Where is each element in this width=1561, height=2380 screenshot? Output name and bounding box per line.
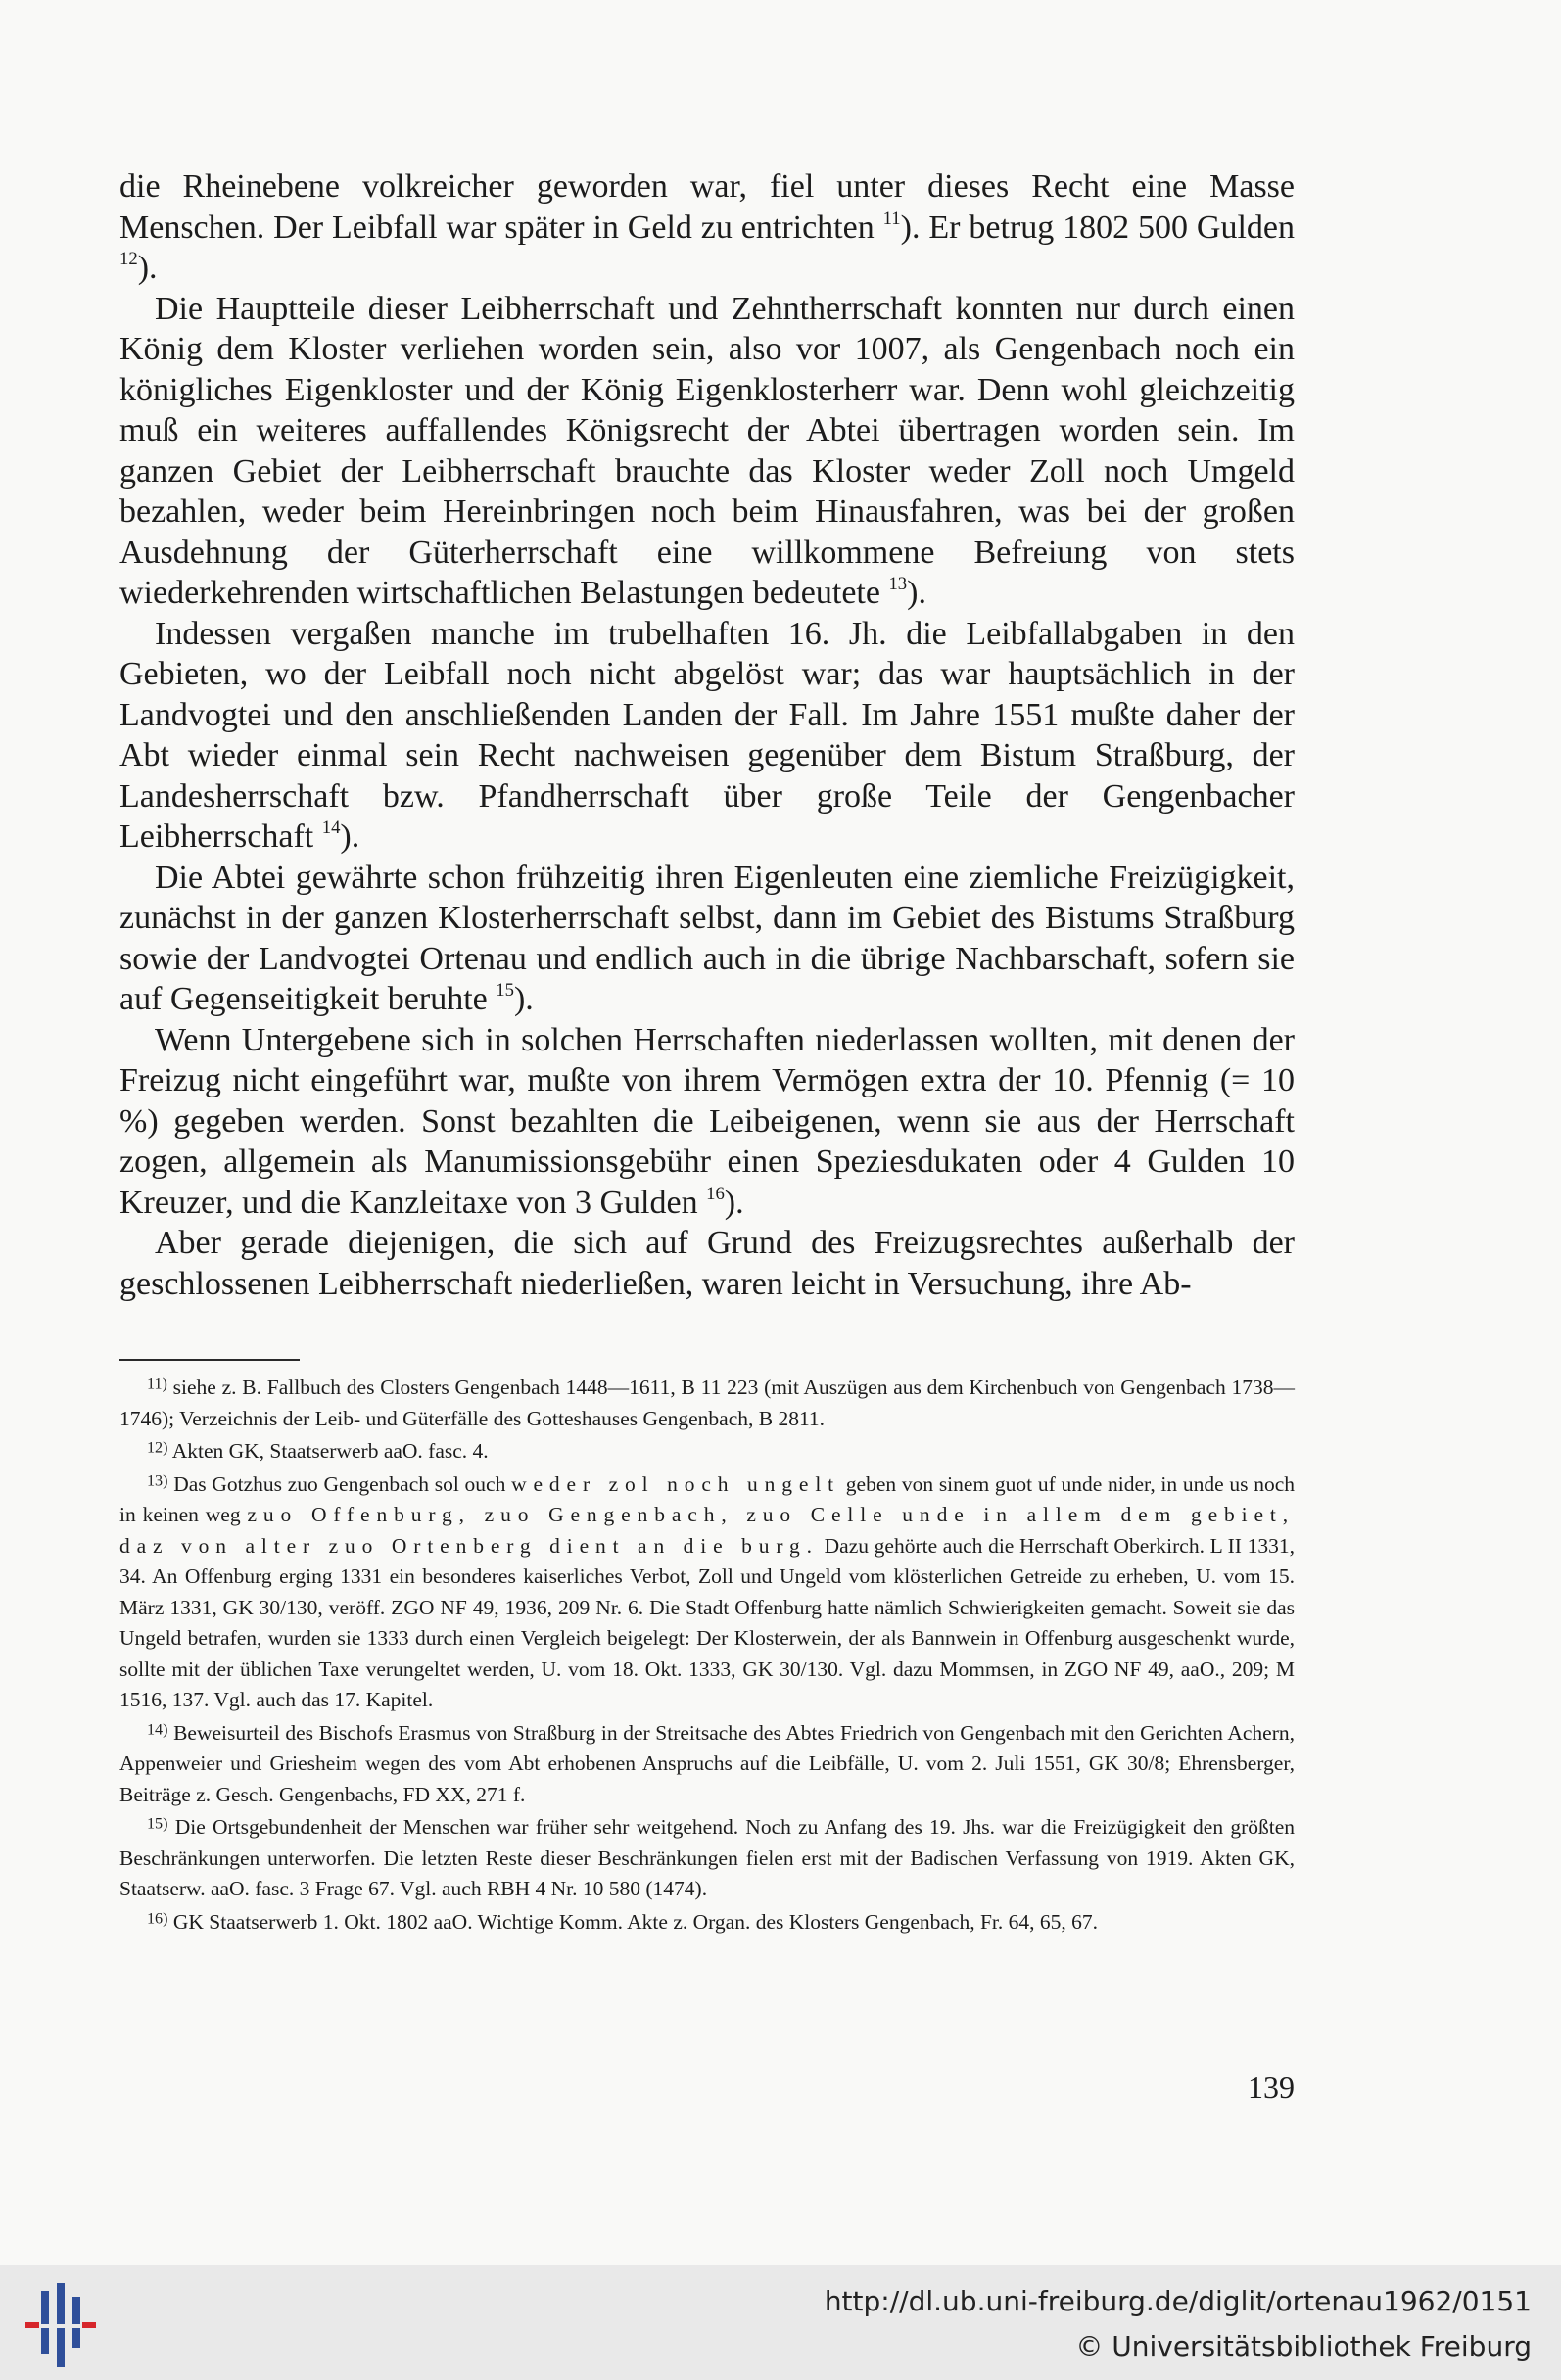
logo-bar-center-bottom (57, 2328, 65, 2367)
logo-bar-right (72, 2297, 80, 2324)
copyright-notice: © Universitätsbibliothek Freiburg (1075, 2330, 1532, 2362)
paragraph-5: Wenn Untergebene sich in solchen Herrschaften niederlassen wollten, mit denen der Freizug nicht eingeführt war, mußte von ihrem Vermögen extra der 10. Pfennig (= 10 %) gegeben werden. Sonst bezahlten die Leibeigenen, wenn sie aus der Herrschaft zogen, allgemein als Manumissionsgebühr einen Speziesdukaten oder 4 Gulden 10 Kreuzer, und die Kanzleitaxe von 3 Gulden $^{16}$). (119, 1021, 1295, 1221)
viewer-footer (0, 2265, 1561, 2380)
logo-dash-left (25, 2322, 39, 2328)
logo-bar-left (41, 2291, 49, 2324)
paragraph-6: Aber gerade diejenigen, die sich auf Grund des Freizugsrechtes außerhalb der geschlossenen Leibherrschaft niederließen, waren leicht in Versuchung, ihre Ab- (119, 1225, 1295, 1302)
footnote-ref-12: 12 (119, 248, 138, 269)
logo-bar-bottom-right (72, 2328, 80, 2348)
logo-bar-bottom-left (41, 2328, 49, 2354)
logo-dash-right (82, 2322, 96, 2328)
footnotes (119, 1373, 1295, 1939)
footnote-13: $^{13)}$ Das Gotzhus zuo Gengenbach sol ouch weder zol noch ungelt geben von sinem guot uf unde nider, in unde us noch in keinen weg zuo Offenburg, zuo Gengenbach, zuo Celle unde in allem dem gebiet, daz von alter zuo Ortenberg dient an die burg. Dazu gehörte auch die Herrschaft Oberkirch. L II 1331, 34. An Offenburg erging 1331 ein besonderes kaiserliches Verbot, Zoll und Ungeld vom klösterlichen Getreide zu erheben, U. vom 15. März 1331, GK 30/130, veröff. ZGO NF 49, 1936, 209 Nr. 6. Die Stadt Offenburg hatte nämlich Schwierigkeiten gemacht. Soweit sie das Ungeld betrafen, wurden sie 1333 durch einen Vergleich beigelegt: Der Klosterwein, der als Bannwein in Offenburg ausgeschenkt wurde, sollte mit der üblichen Taxe verungeltet werden, U. vom 18. Okt. 1333, GK 30/130. Vgl. dazu Mommsen, in ZGO NF 49, aaO., 209; M 1516, 137. Vgl. auch das 17. Kapitel. (119, 1471, 1296, 1711)
footnote-ref-11: 11 (882, 208, 901, 229)
footnote-ref-15: 15 (496, 979, 514, 1001)
footnote-ref-13: 13 (888, 573, 908, 594)
footnote-ref-16: 16 (706, 1183, 725, 1204)
footnote-divider (119, 1359, 300, 1361)
main-text (119, 166, 1295, 1304)
footnote-14: $^{14)}$ Beweisurteil des Bischofs Erasmus von Straßburg in der Streitsache des Abtes Friedrich von Gengenbach mit den Gerichten Achern, Appenweier und Griesheim wegen des vom Abt erhobenen Anspruchs auf die Leibfälle, U. vom 2. Juli 1551, GK 30/8; Ehrensberger, Beiträge z. Gesch. Gengenbachs, FD XX, 271 f. (119, 1720, 1295, 1806)
paragraph-2: Die Hauptteile dieser Leibherrschaft und Zehntherrschaft konnten nur durch einen König dem Kloster verliehen worden sein, also vor 1007, als Gengenbach noch ein königliches Eigenkloster und der König Eigenklosterherr war. Denn wohl gleichzeitig muß ein weiteres auffallendes Königsrecht der Abtei übertragen worden sein. Im ganzen Gebiet der Leibherrschaft brauchte das Kloster weder Zoll noch Umgeld bezahlen, weder beim Hereinbringen noch beim Hinausfahren, was bei der großen Ausdehnung der Güterherrschaft eine willkommene Befreiung von stets wiederkehrenden wirtschaftlichen Belastungen bedeutete $^{13}$). (119, 290, 1295, 611)
document-url-link[interactable]: http://dl.ub.uni-freiburg.de/diglit/ortenau1962/0151 (824, 2285, 1532, 2317)
paragraph-3: Indessen vergaßen manche im trubelhaften 16. Jh. die Leibfallabgaben in den Gebieten, wo der Leibfall noch nicht abgelöst war; das war hauptsächlich in der Landvogtei und den anschließenden Landen der Fall. Im Jahre 1551 mußte daher der Abt wieder einmal sein Recht nachweisen gegenüber dem Bistum Straßburg, der Landesherrschaft bzw. Pfandherrschaft über große Teile der Gengenbacher Leibherrschaft $^{14}$). (119, 615, 1295, 855)
page-number: 139 (1248, 2070, 1295, 2105)
footnote-ref-14: 14 (321, 817, 341, 838)
paragraph-4: Die Abtei gewährte schon frühzeitig ihren Eigenleuten eine ziemliche Freizügigkeit, zunächst in der ganzen Klosterherrschaft selbst, dann im Gebiet des Bistums Straßburg sowie der Landvogtei Ortenau und endlich auch in die übrige Nachbarschaft, sofern sie auf Gegenseitigkeit beruhte $^{15}$). (119, 859, 1295, 1017)
footnote-11: $^{11)}$ siehe z. B. Fallbuch des Closters Gengenbach 1448—1611, B 11 223 (mit Auszügen aus dem Kirchenbuch von Gengenbach 1738—1746); Verzeichnis der Leib- und Güterfälle des Gotteshauses Gengenbach, B 2811. (119, 1376, 1296, 1430)
footnote-12: $^{12)}$ Akten GK, Staatserwerb aaO. fasc. 4. (147, 1439, 489, 1463)
footnote-15: $^{15)}$ Die Ortsgebundenheit der Menschen war früher sehr weitgehend. Noch zu Anfang des 19. Jhs. war die Freizügigkeit den größten Beschränkungen unterworfen. Die letzten Reste dieser Beschränkungen fielen erst mit der Badischen Verfassung von 1919. Akten GK, Staatserw. aaO. fasc. 3 Frage 67. Vgl. auch RBH 4 Nr. 10 580 (1474). (119, 1815, 1296, 1900)
paragraph-1: die Rheinebene volkreicher geworden war, fiel unter dieses Recht eine Masse Menschen. Der Leibfall war später in Geld zu entrichten $^{11}$). Er betrug 1802 500 Gulden $^{12}$). (119, 168, 1296, 286)
footnote-16: $^{16)}$ GK Staatserwerb 1. Okt. 1802 aaO. Wichtige Komm. Akte z. Organ. des Klosters Gengenbach, Fr. 64, 65, 67. (147, 1909, 1099, 1934)
ub-freiburg-logo-icon (25, 2283, 96, 2367)
logo-bar-center-top (57, 2283, 65, 2324)
